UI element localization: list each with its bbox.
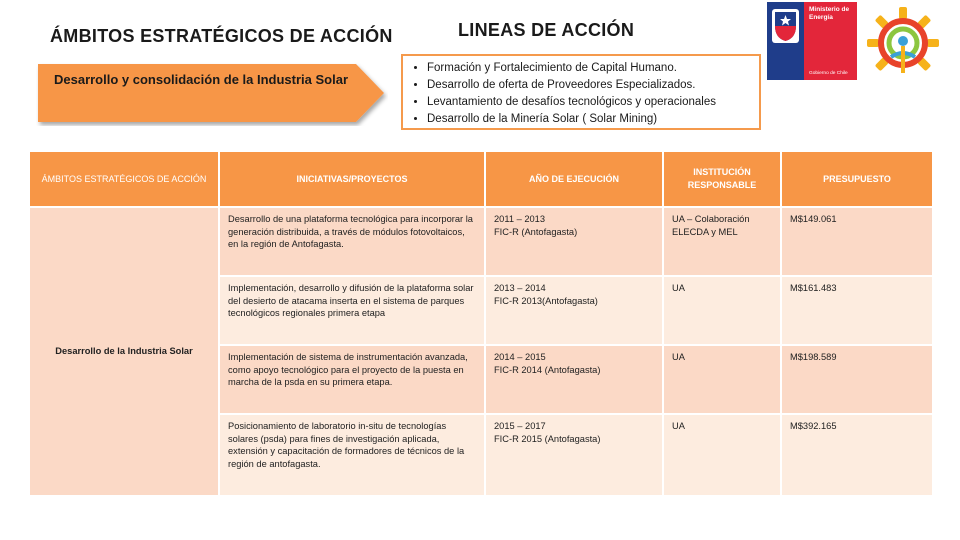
lineas-list — [411, 60, 753, 128]
lineas-item: • Levantamiento de desafíos tecnológicos y operacionales — [427, 94, 753, 111]
proyecto-cell: Posicionamiento de laboratorio in-situ de tecnologías solares (psda) para fines de investigación aplicada, extensión y capacitación de formadores de técnicos de la región de antofagasta. — [219, 414, 485, 496]
lineas-item: • Desarrollo de la Minería Solar ( Solar Mining) — [427, 111, 753, 128]
table-header-row — [29, 151, 933, 207]
institucion-cell: UA — [663, 345, 781, 414]
anio-cell: 2013 – 2014 FIC-R 2013(Antofagasta) — [485, 276, 663, 345]
institucion-cell: UA — [663, 276, 781, 345]
proyectos-table — [28, 150, 934, 497]
header-iniciativas: INICIATIVAS/PROYECTOS — [219, 151, 485, 207]
proyecto-cell: Desarrollo de una plataforma tecnológica para incorporar la generación distribuida, a través de módulos fotovoltaicos, en la región de Antofagasta. — [219, 207, 485, 276]
ambito-arrow-shape — [36, 62, 388, 126]
presupuesto-cell: M$161.483 — [781, 276, 933, 345]
gobierno-label: Gobierno de Chile — [809, 71, 848, 76]
ambitos-heading: ÁMBITOS ESTRATÉGICOS DE ACCIÓN — [50, 26, 393, 46]
anio-cell: 2011 – 2013 FIC-R (Antofagasta) — [485, 207, 663, 276]
institucion-cell: UA – Colaboración ELECDA y MEL — [663, 207, 781, 276]
lineas-item: • Formación y Fortalecimiento de Capital Humano. — [427, 60, 753, 77]
header-anio: AÑO DE EJECUCIÓN — [485, 151, 663, 207]
header-institucion: INSTITUCIÓN RESPONSABLE — [663, 151, 781, 207]
lineas-box — [401, 54, 761, 130]
lineas-heading: LINEAS DE ACCIÓN — [458, 20, 635, 40]
presupuesto-cell: M$149.061 — [781, 207, 933, 276]
presupuesto-cell: M$392.165 — [781, 414, 933, 496]
table-row — [29, 207, 933, 276]
anio-cell: 2015 – 2017 FIC-R 2015 (Antofagasta) — [485, 414, 663, 496]
lineas-item: • Desarrollo de oferta de Proveedores Especializados. — [427, 77, 753, 94]
solar-sun-logo-icon — [862, 6, 944, 82]
crest-icon — [769, 6, 802, 46]
proyecto-cell: Implementación de sistema de instrumentación avanzada, como apoyo tecnológico para el proyecto de la puesta en marcha de la psda en su primera etapa. — [219, 345, 485, 414]
proyecto-cell: Implementación, desarrollo y difusión de la plataforma solar del desierto de atacama inserta en el sistema de parques tecnológicos regionales primera etapa — [219, 276, 485, 345]
presupuesto-cell: M$198.589 — [781, 345, 933, 414]
ambito-cell: Desarrollo de la Industria Solar — [29, 207, 219, 496]
ministerio-label: Ministerio de Energía — [809, 6, 850, 21]
ambito-arrow-label: Desarrollo y consolidación de la Industria Solar — [53, 72, 349, 87]
header-ambitos: ÁMBITOS ESTRATÉGICOS DE ACCIÓN — [29, 151, 219, 207]
header-presupuesto: PRESUPUESTO — [781, 151, 933, 207]
institucion-cell: UA — [663, 414, 781, 496]
anio-cell: 2014 – 2015 FIC-R 2014 (Antofagasta) — [485, 345, 663, 414]
ministerio-energia-logo — [767, 2, 857, 80]
